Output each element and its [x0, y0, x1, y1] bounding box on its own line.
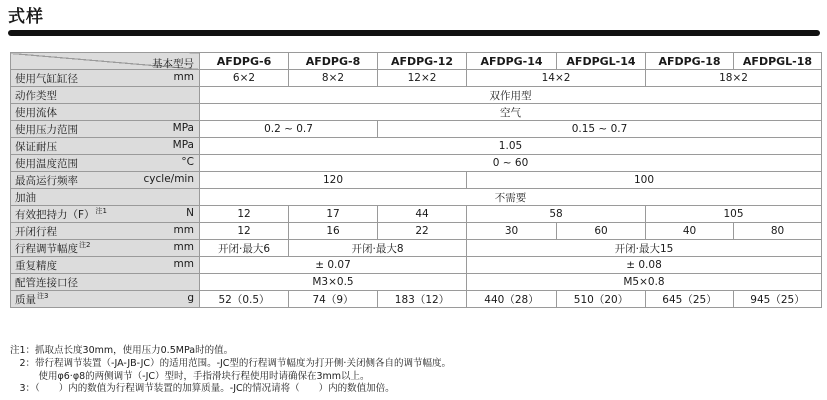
spec-value: 22: [378, 223, 467, 240]
footnote-2: 2：带行程调节装置（-JA-JB-JC）的适用范围。-JC型的行程调节幅度为打开侧·关闭侧各自的调节幅度。: [10, 357, 451, 369]
row-unit: mm: [173, 224, 194, 236]
spec-value: 645（25）: [646, 291, 734, 308]
row-unit: mm: [173, 241, 194, 253]
spec-value: 0.2 ~ 0.7: [200, 121, 378, 138]
spec-value: 58: [467, 206, 646, 223]
spec-value: 0.15 ~ 0.7: [378, 121, 822, 138]
row-label: [15, 156, 78, 171]
row-label: [15, 139, 57, 154]
row-unit: MPa: [172, 122, 194, 134]
spec-value: M3×0.5: [200, 274, 467, 291]
spec-row: [11, 189, 822, 206]
row-label-cell: [11, 291, 200, 308]
row-label: [15, 275, 78, 290]
row-label-cell: [11, 138, 200, 155]
spec-value: 60: [557, 223, 646, 240]
row-unit: °C: [181, 156, 194, 168]
spec-value: 100: [467, 172, 822, 189]
spec-table: [10, 52, 822, 308]
spec-value: ± 0.07: [200, 257, 467, 274]
spec-value: 12×2: [378, 70, 467, 87]
spec-row: [11, 155, 822, 172]
spec-value: 44: [378, 206, 467, 223]
row-label-cell: [11, 87, 200, 104]
note-marker: 注1: [95, 207, 108, 215]
spec-row: [11, 223, 822, 240]
spec-value: 16: [289, 223, 378, 240]
page-title: 式样: [8, 7, 44, 27]
spec-row: [11, 240, 822, 257]
spec-value: 183（12）: [378, 291, 467, 308]
spec-row: [11, 87, 822, 104]
model-header: AFDPG-18: [646, 53, 734, 70]
spec-value: 开闭·最大8: [289, 240, 467, 257]
spec-row: [11, 206, 822, 223]
spec-value: 18×2: [646, 70, 822, 87]
row-label-cell: [11, 155, 200, 172]
spec-value: 120: [200, 172, 467, 189]
row-label: [15, 292, 48, 307]
spec-value: M5×0.8: [467, 274, 822, 291]
row-label-cell: [11, 240, 200, 257]
row-label-text: 开闭行程: [15, 226, 57, 238]
footnote-2-cont: 使用φ6·φ8的两侧调节（-JC）型时，手指滑块行程使用时请确保在3mm以上。: [10, 370, 370, 382]
spec-value: 17: [289, 206, 378, 223]
model-header: AFDPGL-14: [557, 53, 646, 70]
row-label-cell: [11, 189, 200, 206]
row-label-text: 动作类型: [15, 90, 57, 102]
footnote-3: 3：（ ）内的数值为行程调节装置的加算质量。-JC的情况请将（ ）内的数值加倍。: [10, 383, 395, 395]
row-label-cell: [11, 70, 200, 87]
spec-value: 74（9）: [289, 291, 378, 308]
footnote-1: 注1：抓取点长度30mm，使用压力0.5MPa时的值。: [10, 345, 234, 356]
spec-row: [11, 291, 822, 308]
header-row: [11, 53, 822, 70]
row-unit: cycle/min: [143, 173, 194, 185]
row-label: [15, 258, 57, 273]
spec-value: 105: [646, 206, 822, 223]
row-label: [15, 88, 57, 103]
spec-row: [11, 138, 822, 155]
spec-value: 开闭·最大15: [467, 240, 822, 257]
spec-row: [11, 70, 822, 87]
row-label: [15, 190, 36, 205]
note-marker: 注2: [79, 241, 91, 249]
spec-value: 双作用型: [200, 87, 822, 104]
row-label-cell: [11, 206, 200, 223]
model-label: 基本型号: [152, 58, 194, 70]
row-label-cell: [11, 104, 200, 121]
note-marker: 注3: [37, 292, 49, 300]
row-unit: N: [186, 207, 194, 219]
row-label-text: 使用流体: [15, 107, 57, 119]
row-label-text: 使用压力范围: [15, 124, 78, 136]
row-unit: mm: [173, 258, 194, 270]
model-header: AFDPGL-18: [734, 53, 822, 70]
spec-value: 空气: [200, 104, 822, 121]
row-unit: MPa: [172, 139, 194, 151]
row-unit: mm: [173, 71, 194, 83]
spec-row: [11, 121, 822, 138]
row-label-text: 有效把持力（F）: [15, 209, 95, 221]
spec-value: 0 ~ 60: [200, 155, 822, 172]
row-label-cell: [11, 223, 200, 240]
spec-value: 52（0.5）: [200, 291, 289, 308]
row-label-text: 行程调节幅度: [15, 243, 78, 255]
spec-value: 6×2: [200, 70, 289, 87]
row-label: [15, 224, 57, 239]
footnotes: [10, 345, 451, 396]
row-label-text: 最高运行频率: [15, 175, 78, 187]
spec-value: 14×2: [467, 70, 646, 87]
spec-row: [11, 274, 822, 291]
model-header: AFDPG-14: [467, 53, 557, 70]
row-label-cell: [11, 274, 200, 291]
row-label-text: 质量: [15, 294, 36, 306]
model-header: AFDPG-6: [200, 53, 289, 70]
spec-value: 30: [467, 223, 557, 240]
title-divider: [8, 30, 820, 36]
row-label-text: 加油: [15, 192, 36, 204]
row-label: [15, 207, 107, 222]
spec-value: 8×2: [289, 70, 378, 87]
row-label-text: 配管连接口径: [15, 277, 78, 289]
row-label-text: 重复精度: [15, 260, 57, 272]
row-label-text: 使用气缸缸径: [15, 73, 78, 85]
model-header: AFDPG-12: [378, 53, 467, 70]
spec-row: [11, 104, 822, 121]
row-label-text: 使用温度范围: [15, 158, 78, 170]
row-label-text: 保证耐压: [15, 141, 57, 153]
spec-value: 80: [734, 223, 822, 240]
model-header: AFDPG-8: [289, 53, 378, 70]
spec-value: 开闭·最大6: [200, 240, 289, 257]
header-corner: [11, 53, 200, 70]
spec-row: [11, 257, 822, 274]
row-label-cell: [11, 257, 200, 274]
spec-row: [11, 172, 822, 189]
spec-value: 40: [646, 223, 734, 240]
row-label: [15, 71, 78, 86]
row-unit: g: [187, 292, 194, 304]
row-label: [15, 241, 90, 256]
spec-value: 440（28）: [467, 291, 557, 308]
row-label-cell: [11, 172, 200, 189]
spec-value: 不需要: [200, 189, 822, 206]
row-label: [15, 105, 57, 120]
spec-value: 12: [200, 206, 289, 223]
row-label: [15, 173, 78, 188]
spec-value: 510（20）: [557, 291, 646, 308]
spec-value: 12: [200, 223, 289, 240]
spec-value: 945（25）: [734, 291, 822, 308]
spec-value: 1.05: [200, 138, 822, 155]
row-label: [15, 122, 78, 137]
row-label-cell: [11, 121, 200, 138]
spec-value: ± 0.08: [467, 257, 822, 274]
